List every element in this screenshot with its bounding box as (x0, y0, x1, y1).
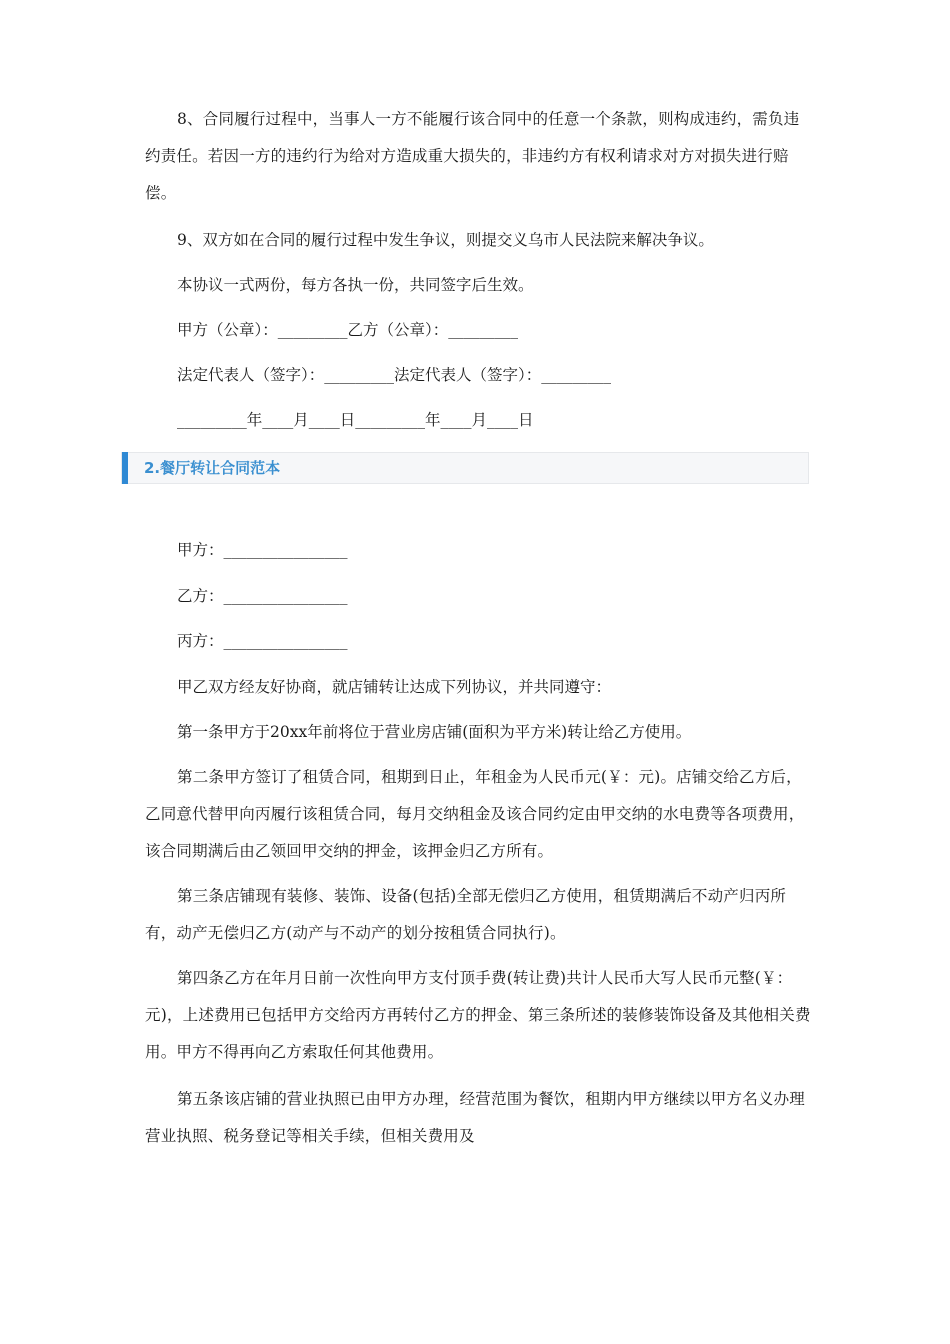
clause-9: 9、双方如在合同的履行过程中发生争议，则提交义乌市人民法院来解决争议。 (177, 231, 714, 249)
article-3: 第三条店铺现有装修、装饰、设备(包括)全部无偿归乙方使用，租赁期满后不动产归丙所有，动产无偿归乙方(动产与不动产的划分按租赁合同执行)。 (145, 887, 787, 942)
date-line: _________年____月____日_________年____月____日 (177, 411, 534, 429)
article-5: 第五条该店铺的营业执照已由甲方办理，经营范围为餐饮，租期内甲方继续以甲方名义办理营业执照、税务登记等相关手续，但相关费用及 (145, 1090, 806, 1145)
party-a-line: 甲方：________________ (177, 541, 348, 559)
section-accent-bar (122, 452, 128, 484)
party-c-line: 丙方：________________ (177, 632, 348, 650)
article-2: 第二条甲方签订了租赁合同，租期到日止，年租金为人民币元(￥：元)。店铺交给乙方后，乙同意代替甲向丙履行该租赁合同，每月交纳租金及该合同约定由甲交纳的水电费等各项费用，该合同期满后由乙领回甲交纳的押金，该押金归乙方所有。 (145, 768, 805, 860)
section-header (121, 452, 809, 484)
agreement-intro: 甲乙双方经友好协商，就店铺转让达成下列协议，并共同遵守： (177, 678, 612, 696)
representative-signature-line: 法定代表人（签字）：_________法定代表人（签字）：_________ (177, 366, 612, 384)
article-1: 第一条甲方于20xx年前将位于营业房店铺(面积为平方米)转让给乙方使用。 (177, 723, 692, 741)
section-title: 2.餐厅转让合同范本 (144, 459, 281, 477)
party-b-line: 乙方：________________ (177, 587, 348, 605)
article-4: 第四条乙方在年月日前一次性向甲方支付顶手费(转让费)共计人民币大写人民币元整(￥：元)，上述费用已包括甲方交给丙方再转付乙方的押金、第三条所述的装修装饰设备及其他相关费用。甲方不得再向乙方索取任何其他费用。 (145, 969, 811, 1061)
seal-line: 甲方（公章）：_________乙方（公章）：_________ (177, 321, 519, 339)
copies-statement: 本协议一式两份，每方各执一份，共同签字后生效。 (177, 276, 534, 294)
clause-8: 8、合同履行过程中，当事人一方不能履行该合同中的任意一个条款，则构成违约，需负违约责任。若因一方的违约行为给对方造成重大损失的，非违约方有权利请求对方对损失进行赔偿。 (145, 110, 800, 202)
